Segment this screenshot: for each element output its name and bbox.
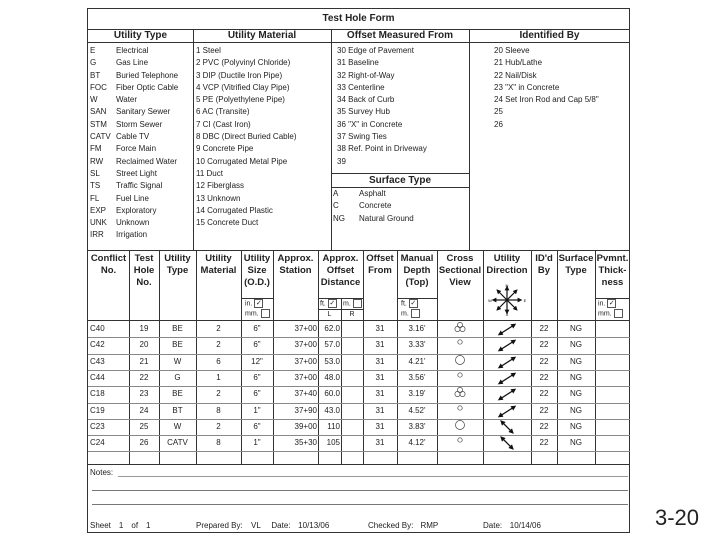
utility-material-item: 14 Corrugated Plastic: [196, 205, 273, 215]
utility-type-item: [90, 229, 178, 241]
offset-measured-item: 33 Centerline: [337, 82, 385, 92]
offset-measured-item: 39: [337, 156, 346, 166]
item-label: Natural Ground: [359, 213, 414, 223]
unit-checkbox[interactable]: [411, 309, 420, 318]
identified-by-item: 20 Sleeve: [494, 46, 530, 55]
cell-surface[interactable]: NG: [570, 340, 582, 350]
item-label: Sanitary Sewer: [116, 107, 171, 117]
cross-section-small-icon: [453, 370, 467, 384]
cross-section-small-icon: [453, 403, 467, 417]
cell-conflict[interactable]: C42: [90, 340, 105, 350]
sheet-label: Sheet: [90, 521, 111, 530]
item-code: TS: [90, 181, 101, 191]
cell-depth[interactable]: 3.33': [408, 340, 426, 350]
utility-type-item: [90, 156, 178, 168]
direction-arrow-nw-se-icon: [496, 436, 518, 450]
item-code: FM: [90, 144, 102, 154]
divider: [437, 251, 438, 464]
form-title: Test Hole Form: [88, 9, 629, 30]
offset-unit-m: [343, 299, 362, 309]
cell-station[interactable]: 37+00: [294, 356, 317, 366]
cell-surface[interactable]: NG: [570, 405, 582, 415]
pvmnt-unit-mm: [598, 309, 623, 319]
cell-station[interactable]: 37+00: [294, 340, 317, 350]
cell-idd[interactable]: 22: [539, 356, 549, 366]
utility-material-item: 1 Steel: [196, 46, 221, 55]
direction-arrow-ne-sw-icon: [496, 322, 518, 336]
row-divider: [88, 403, 630, 404]
cell-conflict[interactable]: C40: [90, 324, 105, 333]
item-code: SL: [90, 168, 100, 178]
cell-type[interactable]: W: [173, 421, 182, 431]
offset-measured-item: 34 Back of Curb: [337, 95, 395, 105]
cell-idd[interactable]: 22: [539, 324, 549, 333]
cell-size[interactable]: 6": [253, 340, 261, 350]
cell-surface[interactable]: NG: [570, 389, 582, 399]
utility-type-list: [90, 45, 178, 242]
offset-unit-ft: [320, 299, 337, 309]
cell-type[interactable]: BT: [172, 405, 183, 415]
surface-type-item: [333, 200, 414, 212]
item-label: Gas Line: [116, 58, 149, 68]
checked-date-value[interactable]: 10/14/06: [504, 520, 546, 533]
cell-hole[interactable]: 20: [139, 340, 149, 350]
notes-line[interactable]: [118, 476, 628, 477]
item-label: Traffic Signal: [116, 181, 163, 191]
utility-material-item: 6 AC (Transite): [196, 107, 250, 117]
cell-offset-l[interactable]: 105: [326, 438, 340, 448]
cell-size[interactable]: 6": [253, 372, 261, 382]
row-divider: [88, 435, 630, 436]
unit-checkbox[interactable]: [353, 299, 362, 308]
identified-by-list: [494, 45, 599, 131]
column-header-offset-from: Offset From: [366, 253, 394, 276]
column-header-utility-size: Utility Size (O.D.): [243, 253, 271, 288]
column-header-surface-type: Surface Type: [558, 253, 594, 276]
cell-material[interactable]: 2: [216, 421, 221, 431]
cell-material[interactable]: 2: [216, 340, 221, 350]
checked-by-label: Checked By:: [368, 521, 414, 530]
compass-label: S: [505, 312, 509, 317]
row-divider: [88, 354, 630, 355]
row-divider: [88, 419, 630, 420]
item-label: Reclaimed Water: [116, 156, 178, 166]
utility-type-item: [90, 143, 178, 155]
cell-from[interactable]: 31: [375, 405, 385, 415]
cell-size[interactable]: 6": [253, 421, 261, 431]
cell-hole[interactable]: 23: [139, 389, 149, 399]
cell-type[interactable]: G: [174, 372, 181, 382]
item-code: FOC: [90, 82, 107, 92]
cell-offset-l[interactable]: 53.0: [324, 356, 340, 366]
utility-material-item: 12 Fiberglass: [196, 181, 245, 191]
cell-depth[interactable]: 3.83': [408, 421, 426, 431]
depth-unit-ft: [401, 299, 418, 309]
cell-from[interactable]: 31: [375, 372, 385, 382]
utility-material-heading: Utility Material: [193, 29, 331, 43]
item-label: Exploratory: [116, 205, 157, 215]
row-divider: [88, 451, 630, 452]
divider: [483, 251, 484, 464]
cross-section-large-icon: [453, 354, 467, 368]
utility-material-item: 2 PVC (Polyvinyl Chloride): [196, 58, 291, 68]
cell-hole[interactable]: 21: [139, 356, 149, 366]
sheet-info: [90, 520, 156, 533]
cell-type[interactable]: BE: [172, 389, 183, 399]
column-header-utility-material: Utility Material: [200, 253, 237, 276]
row-divider: [88, 370, 630, 371]
unit-checkbox[interactable]: [261, 309, 270, 318]
cell-hole[interactable]: 22: [139, 372, 149, 382]
cell-offset-l[interactable]: 110: [327, 421, 340, 431]
unit-label: m.: [401, 310, 409, 318]
surface-type-item: [333, 213, 414, 225]
item-code: C: [333, 201, 339, 211]
item-code: RW: [90, 156, 104, 166]
sheet-total[interactable]: 1: [140, 520, 156, 533]
cell-offset-l[interactable]: 60.0: [324, 389, 340, 399]
cell-station[interactable]: 35+30: [294, 438, 317, 448]
cell-surface[interactable]: NG: [570, 356, 582, 366]
divider: [341, 299, 342, 464]
cell-from[interactable]: 31: [375, 356, 385, 366]
direction-arrow-ne-sw-icon: [496, 404, 518, 418]
column-header-utility-direction: Utility Direction: [486, 253, 528, 276]
identified-by-item: 26: [494, 119, 503, 129]
unit-checkbox[interactable]: [614, 309, 623, 318]
cell-station[interactable]: 37+40: [294, 389, 317, 399]
size-unit-mm: [245, 309, 270, 319]
surface-type-item: [333, 188, 414, 200]
direction-arrow-ne-sw-icon: [496, 355, 518, 369]
cell-size[interactable]: 1": [253, 438, 261, 448]
cell-surface[interactable]: NG: [570, 438, 582, 448]
cell-from[interactable]: 31: [375, 389, 385, 399]
size-unit-in: [245, 299, 263, 309]
pvmnt-unit-in: [598, 299, 616, 309]
cell-depth[interactable]: 3.16': [408, 324, 426, 333]
column-header-utility-type: Utility Type: [164, 253, 191, 276]
checked-date-label: Date:: [483, 521, 503, 530]
cell-material[interactable]: 8: [216, 438, 221, 448]
cell-material[interactable]: 2: [216, 324, 221, 333]
cell-conflict[interactable]: C43: [90, 356, 105, 366]
column-header-approx-station: Approx. Station: [277, 253, 314, 276]
utility-type-item: [90, 193, 178, 205]
column-header-pvmnt: Pvmnt. Thick-ness: [596, 253, 629, 288]
offset-right-label: R: [349, 311, 355, 318]
unit-label: mm.: [245, 310, 259, 318]
checked-date-info: [483, 520, 546, 533]
prepared-by-value[interactable]: VL: [245, 520, 267, 533]
identified-by-item: 23 "X" in Concrete: [494, 82, 560, 92]
utility-type-item: [90, 119, 178, 131]
cell-material[interactable]: 2: [216, 389, 221, 399]
cell-depth[interactable]: 4.52': [408, 405, 426, 415]
cross-section-triple-icon: [453, 386, 467, 400]
notes-line[interactable]: [92, 504, 628, 505]
cell-conflict[interactable]: C19: [90, 405, 105, 415]
offset-measured-item: 31 Baseline: [337, 58, 379, 68]
utility-type-item: [90, 94, 178, 106]
item-label: Buried Telephone: [116, 70, 179, 80]
prepared-date-label: Date:: [271, 521, 291, 530]
column-header-idd-by: ID'd By: [535, 253, 553, 276]
item-label: Concrete: [359, 201, 392, 211]
identified-by-heading: Identified By: [469, 29, 630, 43]
utility-type-heading: Utility Type: [88, 29, 193, 43]
column-header-cross-section: Cross Sectional View: [438, 253, 482, 288]
utility-material-item: 3 DIP (Ductile Iron Pipe): [196, 70, 283, 80]
utility-material-item: 10 Corrugated Metal Pipe: [196, 156, 288, 166]
cell-conflict[interactable]: C44: [90, 372, 105, 382]
identified-by-item: 24 Set Iron Rod and Cap 5/8": [494, 95, 599, 105]
unit-label: in.: [245, 300, 253, 308]
item-label: Fuel Line: [116, 193, 149, 203]
column-header-conflict-no: Conflict No.: [90, 253, 127, 276]
utility-material-item: 13 Unknown: [196, 193, 241, 203]
notes-line[interactable]: [92, 490, 628, 491]
offset-measured-item: 36 "X" in Concrete: [337, 119, 403, 129]
cell-depth[interactable]: 4.12': [408, 438, 426, 448]
item-label: Asphalt: [359, 189, 386, 198]
item-label: Storm Sewer: [116, 119, 163, 129]
compass-label: N: [505, 283, 509, 288]
item-code: CATV: [90, 132, 111, 142]
direction-arrow-ne-sw-icon: [496, 371, 518, 385]
offset-measured-item: 30 Edge of Pavement: [337, 46, 414, 55]
cell-size[interactable]: 1": [253, 405, 261, 415]
item-code: UNK: [90, 218, 107, 228]
depth-unit-m: [401, 309, 420, 319]
checked-info: [368, 520, 445, 533]
cell-offset-l[interactable]: 48.0: [324, 372, 340, 382]
cell-idd[interactable]: 22: [539, 421, 549, 431]
utility-type-item: [90, 70, 178, 82]
cell-hole[interactable]: 24: [139, 405, 149, 415]
cross-section-large-icon: [453, 419, 467, 433]
identified-by-item: 21 Hub/Lathe: [494, 58, 543, 68]
row-divider: [88, 386, 630, 387]
cell-size[interactable]: 6": [253, 389, 261, 399]
unit-checkbox[interactable]: ✓: [410, 300, 417, 307]
utility-type-item: [90, 217, 178, 229]
cross-section-triple-icon: [453, 321, 467, 335]
cell-depth[interactable]: 3.19': [408, 389, 426, 399]
divider: [88, 464, 629, 465]
cross-section-small-icon: [453, 337, 467, 351]
cell-from[interactable]: 31: [375, 438, 385, 448]
item-code: E: [90, 46, 96, 55]
item-code: SAN: [90, 107, 107, 117]
direction-arrow-ne-sw-icon: [496, 338, 518, 352]
column-header-manual-depth: Manual Depth (Top): [400, 253, 434, 288]
cell-hole[interactable]: 25: [139, 421, 149, 431]
item-code: W: [90, 95, 98, 105]
cell-material[interactable]: 1: [216, 372, 221, 382]
utility-material-item: 7 CI (Cast Iron): [196, 119, 251, 129]
cell-depth[interactable]: 3.56': [408, 372, 426, 382]
divider: [88, 250, 629, 251]
of-label: of: [131, 521, 139, 530]
cell-surface[interactable]: NG: [570, 372, 582, 382]
unit-checkbox[interactable]: ✓: [608, 300, 615, 307]
cell-idd[interactable]: 22: [539, 405, 549, 415]
cell-surface[interactable]: NG: [570, 421, 582, 431]
unit-label: mm.: [598, 310, 612, 318]
utility-type-item: [90, 131, 178, 143]
divider: [88, 320, 630, 321]
item-label: Water: [116, 95, 138, 105]
offset-measured-heading: Offset Measured From: [331, 29, 469, 43]
utility-type-item: [90, 82, 178, 94]
utility-type-item: [90, 180, 178, 192]
unit-label: ft.: [320, 300, 326, 308]
cell-station[interactable]: 37+00: [294, 324, 317, 333]
offset-measured-item: 32 Right-of-Way: [337, 70, 395, 80]
cell-station[interactable]: 37+90: [294, 405, 317, 415]
cell-type[interactable]: BE: [172, 340, 183, 350]
cell-conflict[interactable]: C24: [90, 438, 105, 448]
item-label: Street Light: [116, 168, 157, 178]
notes-label: Notes:: [90, 468, 114, 477]
utility-type-item: [90, 168, 178, 180]
unit-checkbox[interactable]: ✓: [255, 300, 262, 307]
compass-rose-icon: [487, 283, 527, 317]
checked-by-value[interactable]: RMP: [413, 520, 445, 533]
item-label: Force Main: [116, 144, 157, 154]
utility-material-item: 9 Concrete Pipe: [196, 144, 254, 154]
cell-station[interactable]: 39+00: [294, 421, 317, 431]
cell-conflict[interactable]: C23: [90, 421, 105, 431]
direction-arrow-nw-se-icon: [496, 420, 518, 434]
column-header-approx-offset: Approx. Offset Distance: [320, 253, 361, 288]
identified-by-item: 25: [494, 107, 503, 117]
item-code: G: [90, 58, 97, 68]
cell-offset-l[interactable]: 57.0: [324, 340, 340, 350]
surface-type-heading: Surface Type: [368, 175, 432, 186]
direction-arrow-ne-sw-icon: [496, 387, 518, 401]
utility-material-item: 15 Concrete Duct: [196, 218, 259, 228]
utility-material-item: 8 DBC (Direct Buried Cable): [196, 132, 297, 142]
cell-idd[interactable]: 22: [539, 340, 549, 350]
surface-type-list: [333, 188, 414, 225]
unit-label: ft.: [401, 300, 407, 308]
cell-type[interactable]: CATV: [167, 438, 188, 448]
identified-by-item: 22 Nail/Disk: [494, 70, 537, 80]
cell-depth[interactable]: 4.21': [408, 356, 426, 366]
utility-material-item: 11 Duct: [196, 168, 223, 178]
cell-idd[interactable]: 22: [539, 389, 549, 399]
cell-type[interactable]: BE: [172, 324, 183, 333]
cross-section-small-icon: [453, 435, 467, 449]
item-label: Electrical: [116, 46, 149, 55]
utility-type-item: [90, 205, 178, 217]
item-label: Irrigation: [116, 230, 148, 240]
cell-offset-l[interactable]: 62.0: [324, 324, 340, 333]
offset-measured-item: 38 Ref. Point in Driveway: [337, 144, 427, 154]
item-code: A: [333, 189, 339, 198]
utility-type-item: [90, 106, 178, 118]
cell-from[interactable]: 31: [375, 421, 385, 431]
item-code: FL: [90, 193, 100, 203]
item-label: Cable TV: [116, 132, 150, 142]
cell-station[interactable]: 37+00: [294, 372, 317, 382]
sheet-number[interactable]: 1: [113, 520, 129, 533]
item-label: Unknown: [116, 218, 150, 228]
compass-label: E: [523, 298, 527, 303]
cell-material[interactable]: 8: [216, 405, 221, 415]
compass-label: W: [488, 298, 492, 303]
divider: [469, 29, 470, 250]
slide-number: 3-20: [655, 505, 700, 530]
divider: [595, 251, 596, 464]
item-code: EXP: [90, 205, 107, 215]
row-divider: [88, 337, 630, 338]
unit-checkbox[interactable]: ✓: [329, 300, 336, 307]
item-code: BT: [90, 70, 101, 80]
unit-label: in.: [598, 300, 606, 308]
prepared-by-label: Prepared By:: [196, 521, 243, 530]
offset-measured-list: [337, 45, 427, 168]
offset-left-label: L: [327, 311, 332, 318]
offset-measured-item: 37 Swing Ties: [337, 132, 387, 142]
utility-material-item: 4 VCP (Vitrified Clay Pipe): [196, 82, 290, 92]
cell-from[interactable]: 31: [375, 324, 385, 333]
unit-label: m.: [343, 300, 351, 308]
divider: [331, 29, 332, 250]
cell-hole[interactable]: 19: [139, 324, 149, 333]
utility-type-item: [90, 45, 178, 57]
cell-offset-l[interactable]: 43.0: [324, 405, 340, 415]
cell-from[interactable]: 31: [375, 340, 385, 350]
cell-hole[interactable]: 26: [139, 438, 149, 448]
offset-measured-item: 35 Survey Hub: [337, 107, 390, 117]
cell-conflict[interactable]: C18: [90, 389, 105, 399]
cell-size[interactable]: 12": [251, 356, 263, 366]
utility-type-item: [90, 57, 178, 69]
cell-type[interactable]: W: [173, 356, 182, 366]
utility-material-list: [196, 45, 296, 229]
cell-size[interactable]: 6": [253, 324, 261, 333]
cell-idd[interactable]: 22: [539, 372, 549, 382]
prepared-date-value[interactable]: 10/13/06: [293, 520, 335, 533]
test-hole-form: [87, 8, 630, 533]
cell-idd[interactable]: 22: [539, 438, 549, 448]
item-label: Fiber Optic Cable: [116, 82, 179, 92]
divider: [193, 29, 194, 250]
item-code: STM: [90, 119, 107, 129]
utility-material-item: 5 PE (Polyethylene Pipe): [196, 95, 285, 105]
prepared-info: [196, 520, 335, 533]
cell-surface[interactable]: NG: [570, 324, 582, 333]
item-code: NG: [333, 213, 345, 223]
item-code: IRR: [90, 230, 104, 240]
cell-material[interactable]: 6: [216, 356, 221, 366]
column-header-test-hole-no: Test Hole No.: [133, 253, 155, 288]
